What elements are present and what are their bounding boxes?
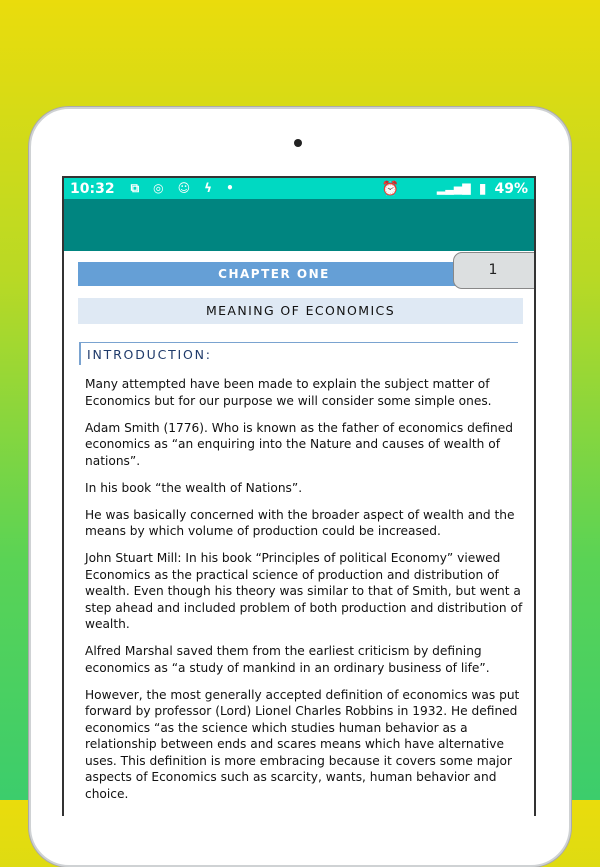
screen <box>62 176 536 816</box>
paragraph: Many attempted have been made to explain the subject matter of Economics but for our purpose we will consider some simple ones. <box>85 377 492 408</box>
battery-level: 49% <box>494 180 528 197</box>
section-heading: INTRODUCTION: <box>79 342 518 365</box>
paragraph: He was basically concerned with the broader aspect of wealth and the means by which volume of production could be increased. <box>85 507 515 538</box>
signal-icon: ▂▃▅▇ <box>436 182 471 195</box>
paragraph: However, the most generally accepted definition of economics was put forward by professor (Lord) Lionel Charles Robbins in 1932. He defined economics “as the science which studies human behavior as a relationship between ends and scares means which have alternative uses. This definition is more embracing because it covers some major aspects of Economics such as scarcity, wants, human behavior and choice. <box>85 687 520 801</box>
camera <box>294 139 302 147</box>
paragraph: Adam Smith (1776). Who is known as the father of economics defined economics as “an enquiring into the Nature and causes of wealth of nations”. <box>85 420 513 468</box>
status-bar <box>64 178 534 199</box>
paragraph: John Stuart Mill: In his book “Principles of political Economy” viewed Economics as the practical science of production and distribution of wealth. Even though his theory was similar to that of Smith, but went a step ahead and included problem of both production and distribution of wealth. <box>85 551 523 631</box>
battery-icon: ▮ <box>478 180 487 197</box>
notification-icon: ☺ <box>177 181 191 195</box>
screen-cast-icon: ⧉ <box>130 181 140 195</box>
paragraph: In his book “the wealth of Nations”. <box>85 480 303 495</box>
paragraph: Alfred Marshal saved them from the earliest criticism by defining economics as “a study of mankind in an ordinary business of life”. <box>85 644 490 675</box>
document-body <box>85 376 525 813</box>
hotspot-icon: ◎ <box>153 181 164 195</box>
status-time: 10:32 <box>70 180 115 197</box>
alarm-icon: ⏰ <box>381 180 399 197</box>
chapter-heading: CHAPTER ONE <box>78 262 470 286</box>
app-bar <box>64 199 534 251</box>
page-number-tab[interactable]: 1 <box>453 252 536 289</box>
document-title: MEANING OF ECONOMICS <box>78 298 523 324</box>
dot-icon: • <box>226 181 234 195</box>
flash-icon: ϟ <box>204 181 213 195</box>
